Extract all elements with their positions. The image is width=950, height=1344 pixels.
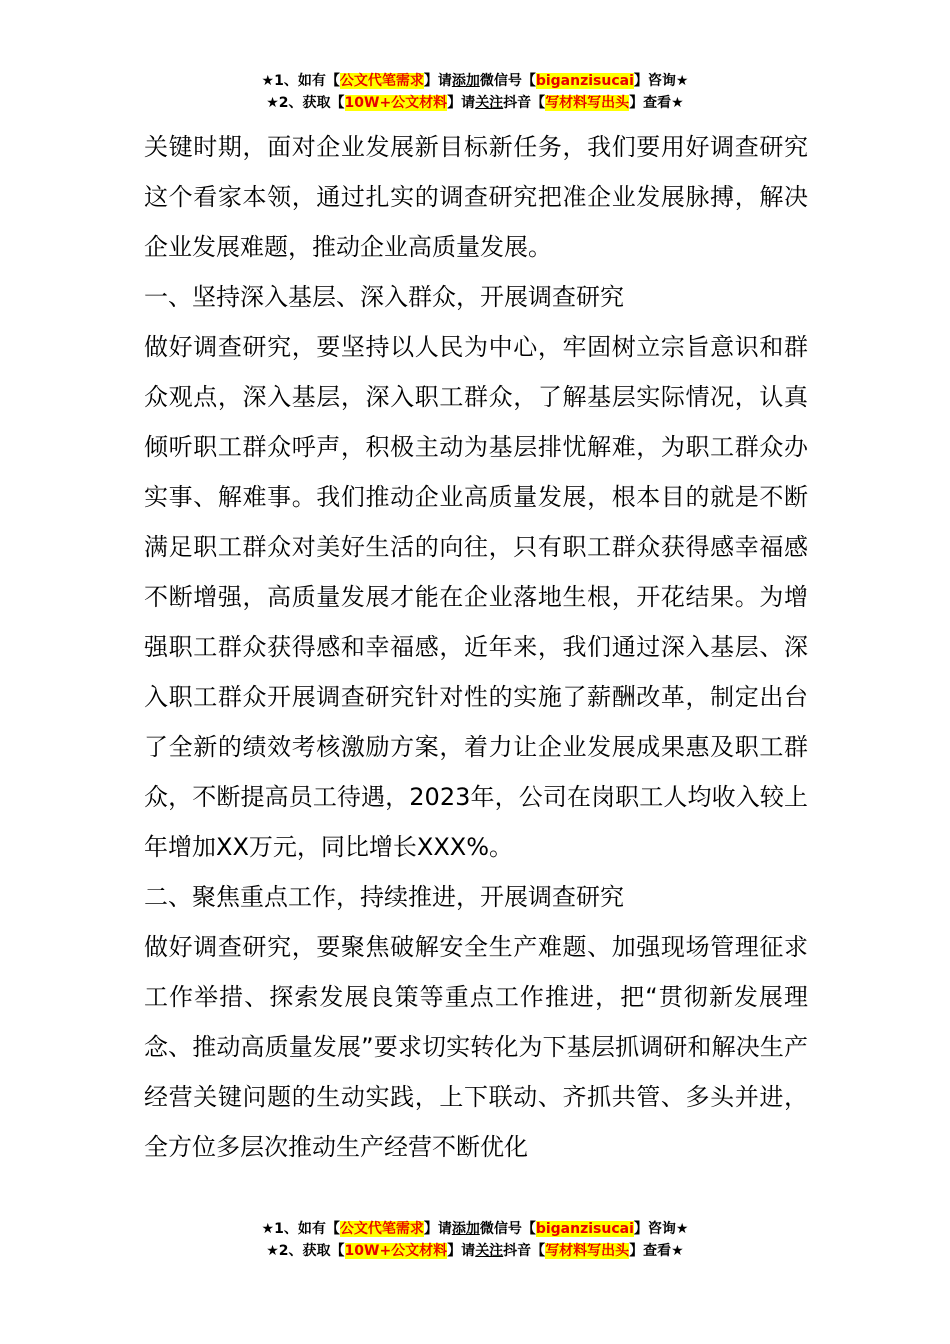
banner-text: 】查看★ — [629, 95, 684, 111]
banner-text: 】咨询★ — [633, 73, 689, 89]
banner-text: ★1、如有【 — [261, 1221, 340, 1237]
banner-underline: 添加 — [451, 73, 480, 89]
banner-highlight: 10W+公文材料 — [344, 1243, 448, 1259]
header-banner — [0, 70, 950, 114]
banner-text: ★2、获取【 — [266, 95, 345, 111]
section-1-paragraph: 做好调查研究，要坚持以人民为中心，牢固树立宗旨意识和群众观点，深入基层，深入职工群众，了解基层实际情况，认真倾听职工群众呼声，积极主动为基层排忧解难，为职工群众办实事、解难事。我们推动企业高质量发展，根本目的就是不断满足职工群众对美好生活的向往，只有职工群众获得感幸福感不断增强，高质量发展才能在企业落地生根，开花结果。为增强职工群众获得感和幸福感，近年来，我们通过深入基层、深入职工群众开展调查研究针对性的实施了薪酬改革，制定出台了全新的绩效考核激励方案，着力让企业发展成果惠及职工群众，不断提高员工待遇，2023年，公司在岗职工人均收入较上年增加XX万元，同比增长XXX%。 — [144, 333, 808, 861]
banner-highlight: 公文代笔需求 — [339, 1221, 424, 1237]
banner-line-1 — [0, 1218, 950, 1240]
section-2-paragraph: 做好调查研究，要聚焦破解安全生产难题、加强现场管理征求工作举措、探索发展良策等重点工作推进，把“贯彻新发展理念、推动高质量发展”要求切实转化为下基层抓调研和解决生产经营关键问题的生动实践，上下联动、齐抓共管、多头并进，全方位多层次推动生产经营不断优化 — [144, 933, 808, 1161]
banner-underline: 添加 — [451, 1221, 480, 1237]
banner-text: 】请 — [423, 1221, 452, 1237]
banner-highlight: 10W+公文材料 — [344, 95, 448, 111]
section-heading-2: 二、聚焦重点工作，持续推进，开展调查研究 — [144, 883, 624, 911]
banner-douyin-id: 写材料写出头 — [545, 1243, 630, 1259]
banner-line-2 — [0, 92, 950, 114]
banner-text: ★1、如有【 — [261, 73, 340, 89]
banner-line-2 — [0, 1240, 950, 1262]
banner-text: 】查看★ — [629, 1243, 684, 1259]
document-body — [144, 122, 808, 1172]
banner-text: ★2、获取【 — [266, 1243, 345, 1259]
banner-text: 】请 — [447, 95, 476, 111]
banner-douyin-id: 写材料写出头 — [545, 95, 630, 111]
banner-underline: 关注 — [475, 95, 504, 111]
banner-text: 抖音【 — [503, 1243, 546, 1259]
banner-wechat-id: biganzisucai — [535, 73, 634, 89]
banner-text: 微信号【 — [479, 73, 536, 89]
banner-text: 微信号【 — [479, 1221, 536, 1237]
banner-underline: 关注 — [475, 1243, 504, 1259]
banner-text: 抖音【 — [503, 95, 546, 111]
intro-paragraph: 关键时期，面对企业发展新目标新任务，我们要用好调查研究这个看家本领，通过扎实的调查研究把准企业发展脉搏，解决企业发展难题，推动企业高质量发展。 — [144, 133, 808, 261]
footer-banner — [0, 1218, 950, 1262]
banner-wechat-id: biganzisucai — [535, 1221, 634, 1237]
banner-text: 】请 — [423, 73, 452, 89]
banner-highlight: 公文代笔需求 — [339, 73, 424, 89]
banner-text: 】请 — [447, 1243, 476, 1259]
section-heading-1: 一、坚持深入基层、深入群众，开展调查研究 — [144, 283, 624, 311]
banner-line-1 — [0, 70, 950, 92]
banner-text: 】咨询★ — [633, 1221, 689, 1237]
